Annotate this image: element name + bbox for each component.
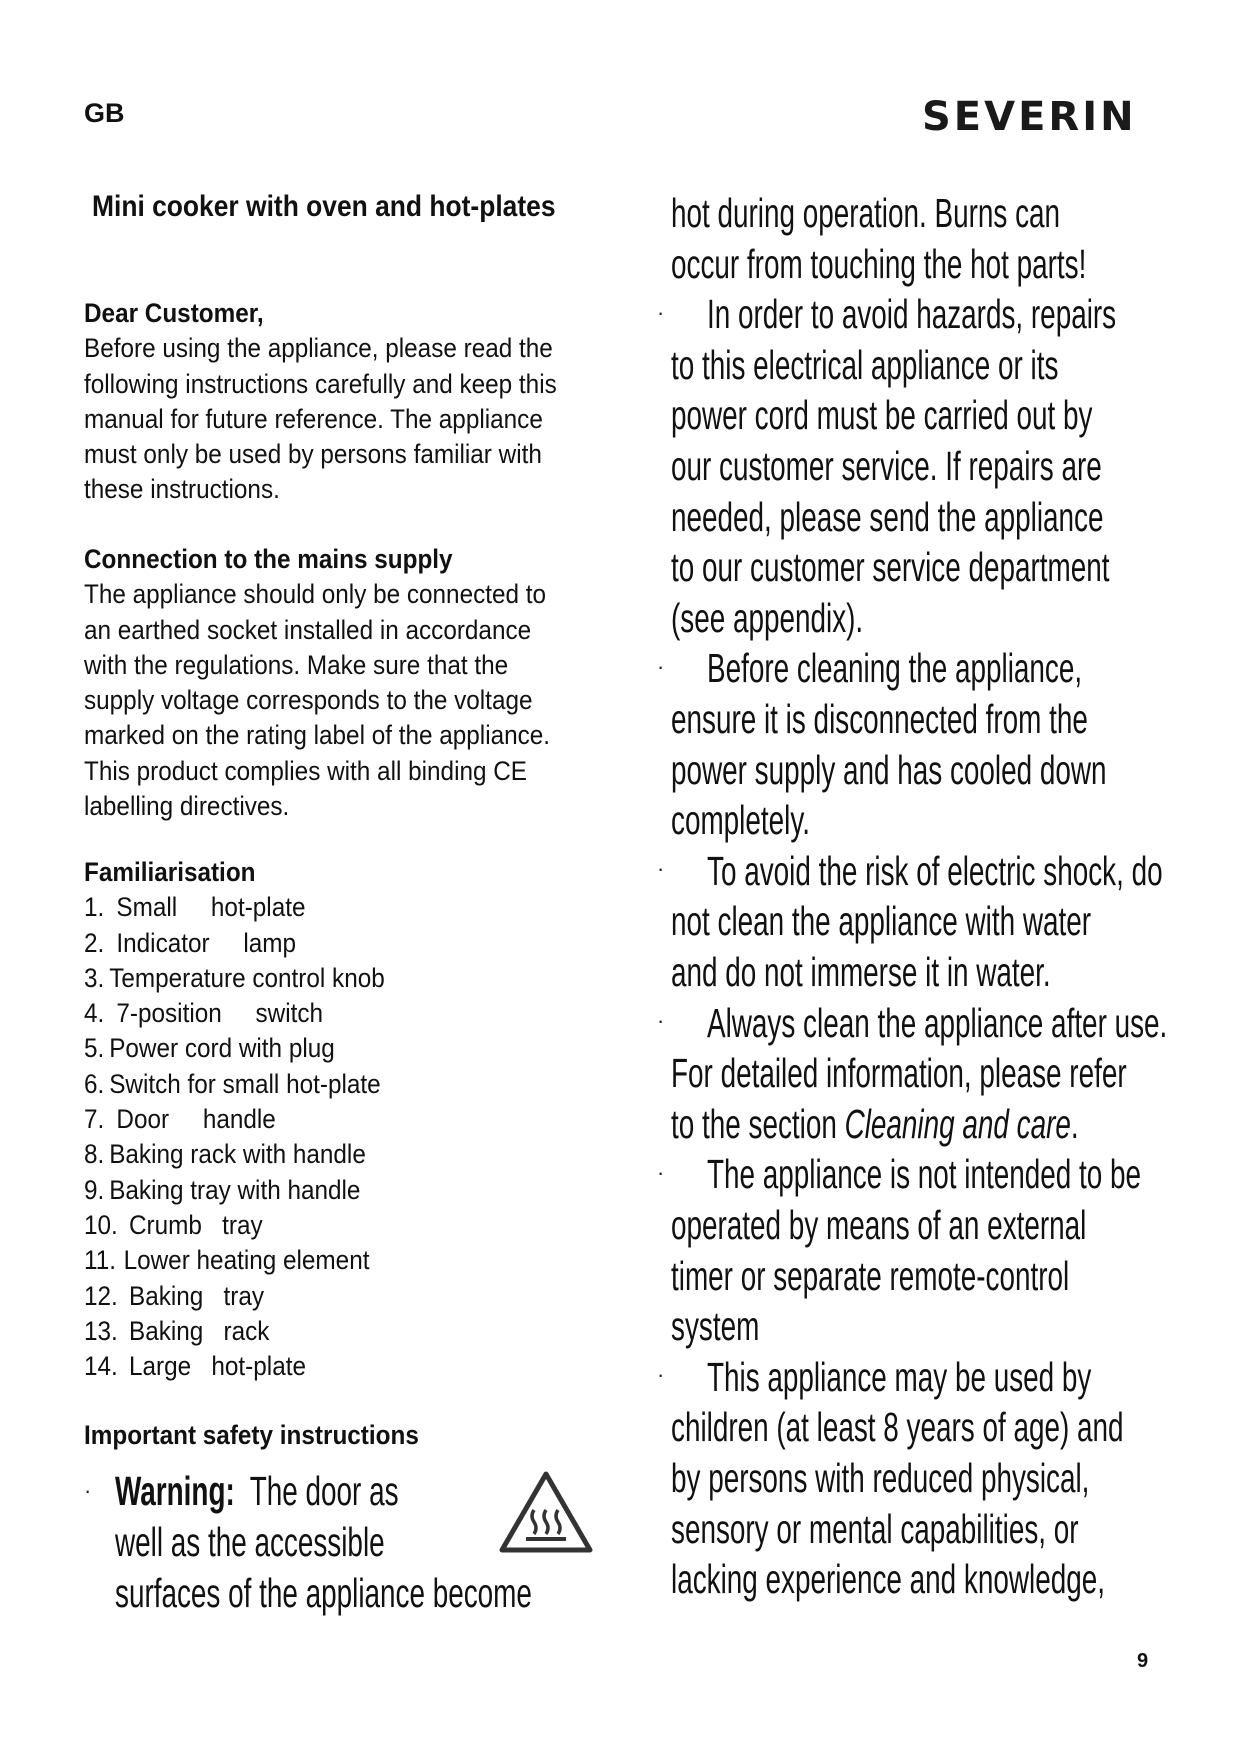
intro-line: manual for future reference. The appliance (84, 403, 543, 434)
text-line: to our customer service department (671, 544, 1110, 591)
item-text: Baking tray (129, 1280, 265, 1311)
mains-line: supply voltage corresponds to the voltage (84, 685, 533, 716)
item-number: 13. (84, 1315, 118, 1346)
list-item (84, 1137, 588, 1172)
brand-logo: SEVERIN (922, 94, 1137, 140)
item-number: 8. (84, 1139, 105, 1170)
intro-line: Before using the appliance, please read the (84, 333, 553, 364)
familiarisation-section (84, 855, 644, 1384)
text-line: The appliance is not intended to be (707, 1151, 1142, 1198)
text-line (671, 1099, 1079, 1150)
item-text: Large hot-plate (129, 1351, 306, 1382)
text-line: For detailed information, please refer (671, 1050, 1127, 1097)
safety-heading: Important safety instructions (84, 1420, 419, 1450)
text-line: In order to avoid hazards, repairs (707, 291, 1117, 338)
warning-line: surfaces of the appliance become (115, 1570, 532, 1616)
intro-line: these instructions. (84, 474, 280, 505)
text-line: occur from touching the hot parts! (671, 240, 1087, 287)
text-line: not clean the appliance with water (671, 898, 1092, 945)
list-item (84, 1314, 588, 1349)
item-text: Door handle (116, 1104, 276, 1135)
intro-line: must only be used by persons familiar with (84, 439, 542, 470)
list-item (84, 1349, 588, 1384)
text-span: to the section (671, 1100, 845, 1147)
text-line: lacking experience and knowledge, (671, 1556, 1105, 1603)
item-number: 6. (84, 1068, 105, 1099)
list-item (84, 1173, 588, 1208)
text-line: timer or separate remote-control (671, 1252, 1070, 1299)
item-number: 11. (84, 1245, 116, 1276)
item-text: Lower heating element (123, 1245, 370, 1276)
item-number: 3. (84, 962, 105, 993)
bullet: · (657, 856, 665, 881)
text-line: power cord must be carried out by (671, 392, 1093, 439)
section-reference: Cleaning and care (844, 1100, 1071, 1147)
page-title: Mini cooker with oven and hot-plates (92, 190, 556, 223)
text-line: This appliance may be used by (707, 1353, 1092, 1400)
item-number: 7. (84, 1104, 105, 1135)
mains-line: This product complies with all binding CE (84, 755, 528, 786)
item-number: 4. (84, 998, 105, 1029)
mains-line: an earthed socket installed in accordance (84, 614, 532, 645)
item-number: 2. (84, 927, 105, 958)
item-number: 12. (84, 1280, 118, 1311)
text-line: To avoid the risk of electric shock, do (707, 847, 1163, 894)
intro-section (84, 296, 644, 508)
list-item (84, 890, 588, 925)
item-number: 5. (84, 1033, 105, 1064)
text-line: power supply and has cooled down (671, 746, 1107, 793)
bullet: · (657, 300, 665, 325)
mains-line: labelling directives. (84, 791, 290, 822)
text-line: Always clean the appliance after use. (707, 999, 1168, 1046)
item-number: 9. (84, 1174, 105, 1205)
text-line: operated by means of an external (671, 1202, 1087, 1248)
item-text: Indicator lamp (116, 927, 297, 958)
text-line: completely. (671, 797, 810, 844)
item-text: Baking rack with handle (109, 1139, 366, 1170)
text-line: hot during operation. Burns can (671, 190, 1061, 236)
item-text: Crumb tray (129, 1209, 263, 1240)
text-line: sensory or mental capabilities, or (671, 1505, 1079, 1552)
safety-section (84, 1418, 644, 1453)
list-item (84, 1102, 588, 1137)
bullet: · (84, 1478, 92, 1503)
hot-surface-warning-icon (498, 1470, 594, 1554)
list-item (84, 1208, 588, 1243)
item-number: 1. (84, 892, 105, 923)
list-item (84, 1031, 588, 1066)
bullet: · (657, 654, 665, 679)
bullet: · (657, 1160, 665, 1185)
language-code: GB (84, 98, 125, 128)
bullet: · (657, 1008, 665, 1033)
list-item (84, 926, 588, 961)
mains-section (84, 542, 644, 824)
list-item (84, 1243, 588, 1278)
list-item (84, 1067, 588, 1102)
item-text: 7-position switch (116, 998, 324, 1029)
item-text: Temperature control knob (109, 962, 385, 993)
list-item (84, 1279, 588, 1314)
warning-line (115, 1466, 532, 1517)
text-line: needed, please send the appliance (671, 493, 1104, 540)
bullet: · (657, 1362, 665, 1387)
text-line: by persons with reduced physical, (671, 1455, 1090, 1501)
item-text: Switch for small hot-plate (109, 1068, 381, 1099)
warning-text: The door as (249, 1468, 399, 1514)
text-line: system (671, 1303, 760, 1350)
warning-label: Warning: (115, 1468, 235, 1514)
mains-line: The appliance should only be connected to (84, 579, 547, 610)
intro-line: following instructions carefully and keep this (84, 368, 557, 399)
mains-heading: Connection to the mains supply (84, 544, 453, 574)
text-line: to this electrical appliance or its (671, 341, 1059, 388)
item-text: Baking tray with handle (109, 1174, 361, 1205)
warning-line: well as the accessible (115, 1519, 385, 1565)
item-text: Baking rack (129, 1315, 270, 1346)
mains-line: marked on the rating label of the appliance. (84, 720, 551, 751)
page-number: 9 (1137, 1650, 1149, 1672)
list-item (84, 996, 588, 1031)
text-line: children (at least 8 years of age) and (671, 1404, 1124, 1451)
warning-block (115, 1466, 728, 1619)
text-line: (see appendix). (671, 594, 864, 641)
item-text: Power cord with plug (109, 1033, 335, 1064)
text-span: . (1070, 1100, 1079, 1147)
item-number: 14. (84, 1351, 118, 1382)
item-text: Small hot-plate (116, 892, 306, 923)
text-line: our customer service. If repairs are (671, 443, 1102, 489)
text-line: ensure it is disconnected from the (671, 696, 1088, 742)
text-line: and do not immerse it in water. (671, 949, 1051, 995)
list-item (84, 961, 588, 996)
familiarisation-heading: Familiarisation (84, 857, 256, 887)
text-line: Before cleaning the appliance, (707, 645, 1083, 692)
item-number: 10. (84, 1209, 118, 1240)
mains-line: with the regulations. Make sure that the (84, 649, 509, 680)
intro-heading: Dear Customer, (84, 298, 264, 328)
